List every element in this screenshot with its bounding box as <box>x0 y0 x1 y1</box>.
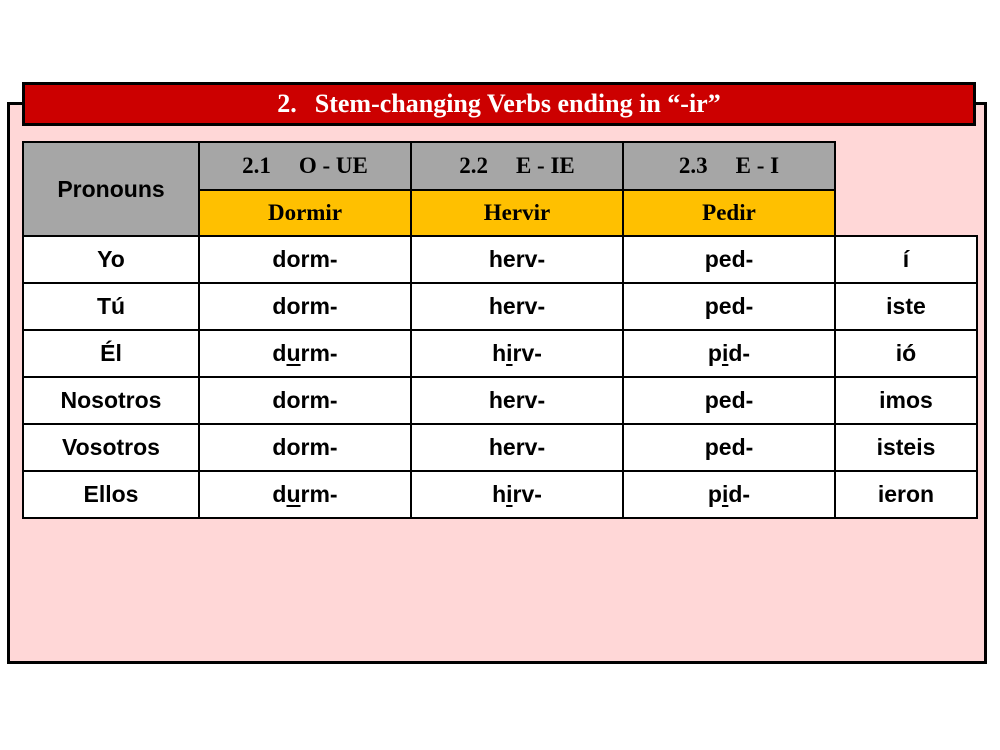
group-header: 2.3 E - I <box>623 142 835 190</box>
ending-cell: ió <box>835 330 977 377</box>
stem-cell: herv- <box>411 236 623 283</box>
table-row <box>23 377 977 424</box>
stem-cell: pid- <box>623 330 835 377</box>
stem-cell: hirv- <box>411 330 623 377</box>
verb-header: Pedir <box>623 190 835 237</box>
title-number: 2. <box>277 89 297 118</box>
stem-cell: herv- <box>411 424 623 471</box>
pronoun-cell: Tú <box>23 283 199 330</box>
stem-cell: dorm- <box>199 377 411 424</box>
slide-title <box>22 82 976 126</box>
pronoun-cell: Vosotros <box>23 424 199 471</box>
stem-cell: ped- <box>623 283 835 330</box>
group-header: 2.2 E - IE <box>411 142 623 190</box>
pronouns-header: Pronouns <box>23 142 199 236</box>
conjugation-table <box>22 141 978 519</box>
verb-header: Hervir <box>411 190 623 237</box>
stem-cell: dorm- <box>199 283 411 330</box>
stem-cell: ped- <box>623 236 835 283</box>
stem-cell: ped- <box>623 377 835 424</box>
pronoun-cell: Nosotros <box>23 377 199 424</box>
stem-cell: dorm- <box>199 236 411 283</box>
title-text: Stem-changing Verbs ending in “-ir” <box>314 89 721 118</box>
pronoun-cell: Ellos <box>23 471 199 518</box>
pronoun-cell: Yo <box>23 236 199 283</box>
group-header: 2.1 O - UE <box>199 142 411 190</box>
stem-cell: herv- <box>411 283 623 330</box>
stem-cell: durm- <box>199 471 411 518</box>
verb-header: Dormir <box>199 190 411 237</box>
empty-header-cell <box>835 142 977 236</box>
stem-cell: herv- <box>411 377 623 424</box>
table-row <box>23 471 977 518</box>
table-row <box>23 283 977 330</box>
stem-cell: durm- <box>199 330 411 377</box>
stem-cell: ped- <box>623 424 835 471</box>
table-row <box>23 236 977 283</box>
stem-cell: hirv- <box>411 471 623 518</box>
pronoun-cell: Él <box>23 330 199 377</box>
ending-cell: imos <box>835 377 977 424</box>
stem-cell: dorm- <box>199 424 411 471</box>
table-row <box>23 424 977 471</box>
table-row <box>23 330 977 377</box>
stem-cell: pid- <box>623 471 835 518</box>
ending-cell: ieron <box>835 471 977 518</box>
ending-cell: isteis <box>835 424 977 471</box>
ending-cell: í <box>835 236 977 283</box>
ending-cell: iste <box>835 283 977 330</box>
